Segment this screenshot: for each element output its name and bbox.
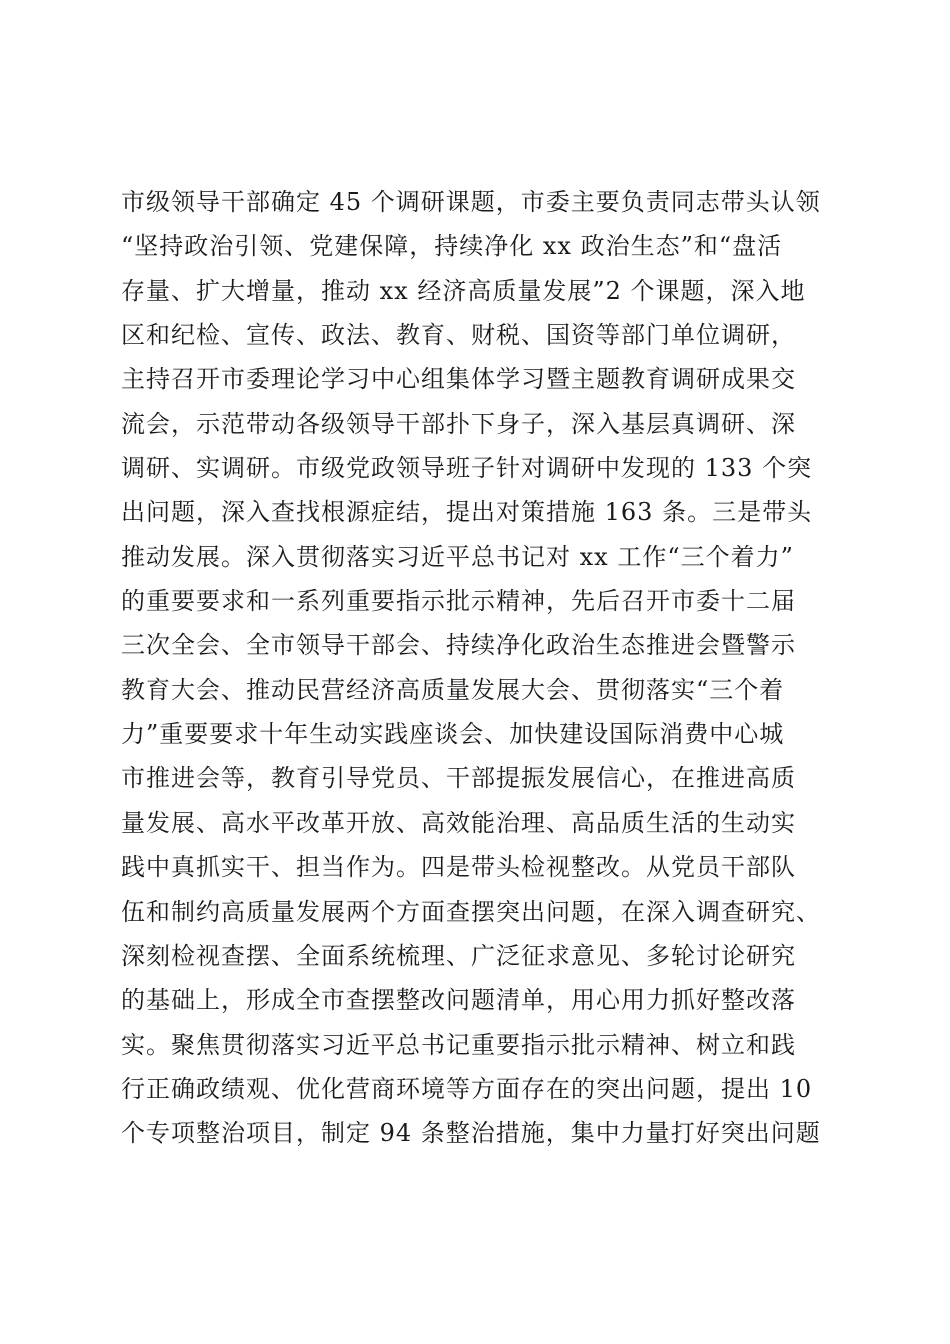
text-line: 个专项整治项目，制定 94 条整治措施，集中力量打好突出问题 [121, 1119, 821, 1148]
text-line: 主持召开市委理论学习中心组集体学习暨主题教育调研成果交 [121, 365, 796, 394]
text-line: 的重要要求和一系列重要指示批示精神，先后召开市委十二届 [121, 587, 796, 616]
text-line: 量发展、高水平改革开放、高效能治理、高品质生活的生动实 [121, 808, 796, 837]
text-line: “坚持政治引领、党建保障，持续净化 xx 政治生态”和“盘活 [121, 232, 783, 261]
text-line: 市推进会等，教育引导党员、干部提振发展信心，在推进高质 [121, 764, 796, 793]
text-line: 存量、扩大增量，推动 xx 经济高质量发展”2 个课题，深入地 [121, 276, 806, 305]
text-line: 区和纪检、宣传、政法、教育、财税、国资等部门单位调研， [121, 321, 796, 350]
text-line: 行正确政绩观、优化营商环境等方面存在的突出问题，提出 10 [121, 1074, 813, 1103]
text-line: 的基础上，形成全市查摆整改问题清单，用心用力抓好整改落 [121, 986, 796, 1015]
text-line: 深刻检视查摆、全面系统梳理、广泛征求意见、多轮讨论研究 [121, 941, 796, 970]
text-line: 市级领导干部确定 45 个调研课题，市委主要负责同志带头认领 [121, 188, 821, 216]
text-line: 出问题，深入查找根源症结，提出对策措施 163 条。三是带头 [121, 498, 813, 527]
text-line: 推动发展。深入贯彻落实习近平总书记对 xx 工作“三个着力” [121, 542, 794, 571]
text-line: 伍和制约高质量发展两个方面查摆突出问题，在深入调查研究、 [121, 897, 821, 926]
text-line: 流会，示范带动各级领导干部扑下身子，深入基层真调研、深 [121, 409, 796, 438]
text-line: 教育大会、推动民营经济高质量发展大会、贯彻落实“三个着 [121, 675, 785, 704]
text-line: 实。聚焦贯彻落实习近平总书记重要指示批示精神、树立和践 [121, 1030, 796, 1059]
text-line: 三次全会、全市领导干部会、持续净化政治生态推进会暨警示 [121, 631, 796, 660]
text-line: 力”重要要求十年生动实践座谈会、加快建设国际消费中心城 [121, 720, 785, 749]
text-line: 践中真抓实干、担当作为。四是带头检视整改。从党员干部队 [121, 853, 796, 882]
text-line: 调研、实调研。市级党政领导班子针对调研中发现的 133 个突 [121, 454, 813, 483]
body-text [121, 180, 841, 1156]
